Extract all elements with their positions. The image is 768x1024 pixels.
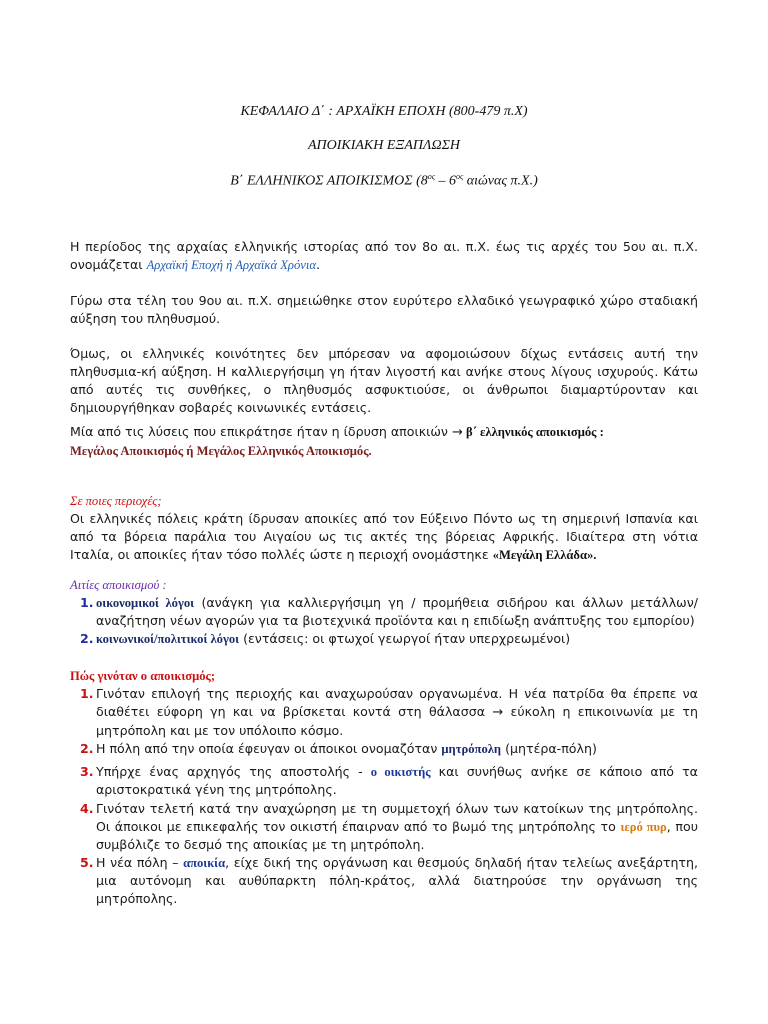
chapter-title: ΚΕΦΑΛΑΙΟ Δ΄ : ΑΡΧΑΪΚΗ ΕΠΟΧΗ (800-479 π.Χ)	[240, 104, 528, 119]
cause-item: 1. οικονομικοί λόγοι (ανάγκη για καλλιεργήσιμη γη / προμήθεια σιδήρου και άλλων μετάλλων/ αναζήτηση νέων αγορών για τα βιοτεχνικά προϊόντα και η επιδίωξη ανάπτυξης του εμπορίου)	[80, 595, 698, 628]
process-item: 2. Η πόλη από την οποία έφευγαν οι άποικοι ονομαζόταν μητρόπολη (μητέρα-πόλη)	[80, 741, 597, 756]
process-item: 4. Γινόταν τελετή κατά την αναχώρηση με τη συμμετοχή όλων των κατοίκων της μητρόπολης. Οι άποικοι με επικεφαλής τον οικιστή έπαιρναν από το βωμό της μητρόπολης το ιερό πυρ, που συμβόλιζε το δεσμό της αποικίας με τη μητρόπολη.	[80, 801, 698, 852]
arrow-icon: →	[451, 425, 463, 440]
regions-heading: Σε ποιες περιοχές;	[70, 494, 162, 508]
section-title: ΑΠΟΙΚΙΑΚΗ ΕΞΑΠΛΩΣΗ	[307, 138, 461, 153]
intro-paragraph-2: Γύρω στα τέλη του 9ου αι. π.Χ. σημειώθηκε στον ευρύτερο ελλαδικό γεωγραφικό χώρο σταδιακή αύξηση του πληθυσμού.	[70, 293, 698, 326]
intro-paragraph-4: Μία από τις λύσεις που επικράτησε ήταν η ίδρυση αποικιών → β΄ ελληνικός αποικισμός : Μεγάλος Αποικισμός ή Μεγάλος Ελληνικός Αποικισμός.	[70, 424, 604, 458]
process-item: 5. Η νέα πόλη – αποικία, είχε δική της οργάνωση και θεσμούς δηλαδή ήταν τελείως ανεξάρτητη, μια αυτόνομη και αυθύπαρκτη πόλη-κράτος, αλλά διατηρούσε την οργάνωση της μητρόπολης.	[80, 855, 698, 906]
process-heading: Πώς γινόταν ο αποικισμός;	[70, 669, 216, 683]
intro-paragraph-1: Η περίοδος της αρχαίας ελληνικής ιστορίας από τον 8ο αι. π.Χ. έως τις αρχές του 5ου αι. π.Χ. ονομάζεται Αρχαϊκή Εποχή ή Αρχαϊκά Χρόνια.	[70, 239, 698, 272]
great-colonization-term: Μεγάλος Αποικισμός ή Μεγάλος Ελληνικός Αποικισμός.	[70, 444, 372, 458]
regions-paragraph: Οι ελληνικές πόλεις κράτη ίδρυσαν αποικίες από τον Εύξεινο Πόντο ως τη σημερινή Ισπανία και από τα βόρεια παράλια του Αιγαίου ως τις ακτές της βόρειας Αφρικής. Ιδιαίτερα στη νότια Ιταλία, οι αποικίες ήταν τόσο πολλές ώστε η περιοχή ονομάστηκε «Μεγάλη Ελλάδα».	[70, 511, 698, 562]
magna-graecia-term: «Μεγάλη Ελλάδα».	[492, 548, 597, 562]
subsection-title: Β΄ ΕΛΛΗΝΙΚΟΣ ΑΠΟΙΚΙΣΜΟΣ ($8^{o\varsigma} - 6^{o\varsigma}$ αιώνας π.Χ.)	[230, 172, 538, 189]
cause-item: 2. κοινωνικοί/πολιτικοί λόγοι (εντάσεις: οι φτωχοί γεωργοί ήταν υπερχρεωμένοι)	[80, 631, 571, 646]
intro-paragraph-3: Όμως, οι ελληνικές κοινότητες δεν μπόρεσαν να αφομοιώσουν δίχως εντάσεις αυτή την πληθυσμια-κή αύξηση. Η καλλιεργήσιμη γη ήταν λιγοστή και ανήκε στους λίγους ισχυρούς. Κάτω από αυτές τις συνθήκες, ο πληθυσμός ασφυκτιούσε, οι άνθρωποι διαμαρτύρονταν και δημιουργήθηκαν σοβαρές κοινωνικές εντάσεις.	[70, 346, 698, 415]
process-item: 3. Υπήρχε ένας αρχηγός της αποστολής - ο οικιστής και συνήθως ανήκε σε κάποιο από τα αριστοκρατικά γένη της μητρόπολης.	[80, 764, 698, 797]
archaic-era-term: Αρχαϊκή Εποχή ή Αρχαϊκά Χρόνια	[146, 258, 316, 272]
causes-heading: Αιτίες αποικισμού :	[70, 578, 167, 592]
process-item: 1. Γινόταν επιλογή της περιοχής και αναχωρούσαν οργανωμένα. Η νέα πατρίδα θα έπρεπε να διαθέτει εύφορη γη και να βρίσκεται κοντά στη θάλασσα → εύκολη η επικοινωνία με τη μητρόπολη και με τον υπόλοιπο κόσμο.	[80, 686, 698, 738]
arrow-icon: →	[492, 705, 504, 720]
